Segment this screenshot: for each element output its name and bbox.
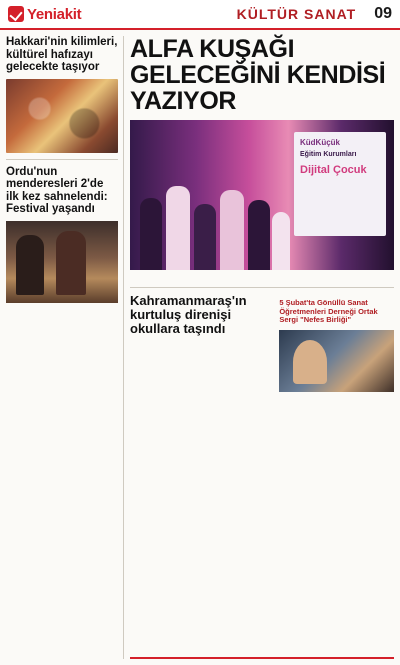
logo-mark-icon <box>8 6 24 22</box>
child-figure <box>166 186 190 270</box>
feature-subtitle: 5 Şubat'ta Gönüllü Sanat Öğretmenleri Derneği Ortak Sergi "Nefes Birliği" <box>279 298 378 324</box>
body-column <box>265 276 327 279</box>
banner-caption: Eğitim Kurumları <box>300 151 357 158</box>
feature-story[interactable] <box>130 287 394 392</box>
child-figure <box>220 190 244 270</box>
logo-text: Yeniakit <box>27 5 82 23</box>
main-story <box>130 36 394 659</box>
masthead <box>0 0 400 30</box>
child-figure <box>140 198 162 270</box>
body-column <box>332 276 394 279</box>
child-figure <box>194 204 216 270</box>
feature-title: Kahramanmaraş'ın kurtuluş direnişi okullara taşındı <box>130 293 247 336</box>
feature-side <box>279 294 394 392</box>
event-banner <box>294 132 386 236</box>
feature-photo <box>279 330 394 392</box>
page-number: 09 <box>374 5 392 22</box>
kilim-photo <box>6 79 118 153</box>
story-ordu-festival[interactable] <box>6 166 118 303</box>
body-columns <box>130 276 394 279</box>
child-figure <box>272 212 290 270</box>
section-title: KÜLTÜR SANAT <box>236 6 357 22</box>
story-title: Hakkari'nin kilimleri, kültürel hafızayı gelecekte taşıyor <box>6 36 118 73</box>
logo[interactable] <box>8 6 81 23</box>
body-column <box>130 276 192 279</box>
story-title: Ordu'nun menderesleri 2'de ilk kez sahnelendi: Festival yaşandı <box>6 165 108 215</box>
banner-logo: KüdKüçük <box>300 138 340 147</box>
story-hakkari-kilim[interactable] <box>6 36 118 153</box>
festival-photo <box>6 221 118 303</box>
divider <box>6 159 118 160</box>
main-headline[interactable]: ALFA KUŞAĞI GELECEĞİNİ KENDİSİ YAZIYOR <box>130 35 386 115</box>
banner-title: Dijital Çocuk <box>300 164 367 176</box>
hero-photo <box>130 120 394 270</box>
children-on-stage <box>140 174 290 270</box>
footer-rule <box>130 657 394 659</box>
left-column <box>6 36 124 659</box>
child-figure <box>248 200 270 270</box>
feature-main <box>130 294 273 392</box>
body-column <box>197 276 259 279</box>
